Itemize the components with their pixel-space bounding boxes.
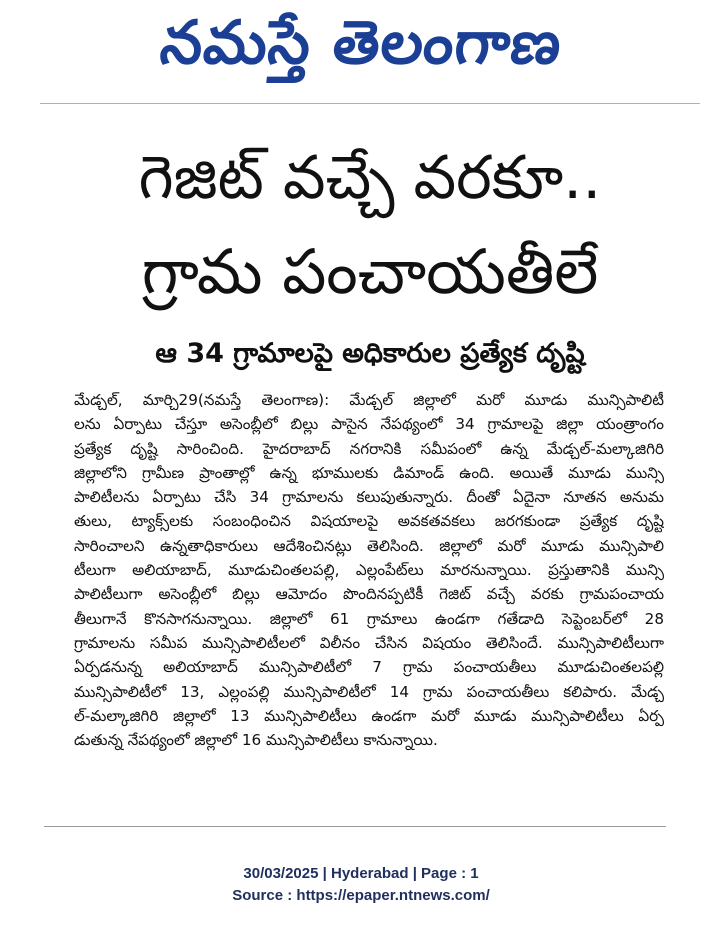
body-line: లను ఏర్పాటు చేస్తూ అసెంబ్లీలో బిల్లు పాసైన నేపథ్యంలో 34 గ్రామాలపై జిల్లా యంత్రాంగం	[74, 415, 664, 434]
body-line: మేడ్చల్, మార్చి29(నమస్తే తెలంగాణ): మేడ్చల్ జిల్లాలో మరో మూడు మున్సిపాలిటీ	[74, 391, 664, 409]
body-line: గ్రామాలను సమీప మున్సిపాలిటీలలో విలీనం చేసిన విషయం తెలిసిందే. మున్సిపాలిటీలుగా	[74, 633, 664, 652]
newspaper-logo: నమస్తే తెలంగాణ	[157, 8, 566, 78]
masthead-divider	[40, 103, 700, 104]
edition-info: 30/03/2025 | Hyderabad | Page : 1	[243, 865, 479, 882]
body-line: తీలుగానే కొనసాగనున్నాయి. జిల్లాలో 61 గ్రామాలు ఉండగా గతేడాది సెప్టెంబర్‌లో 28	[74, 609, 664, 628]
article-subheadline: ఆ 34 గ్రామాలపై అధికారుల ప్రత్యేక దృష్టి	[155, 338, 585, 369]
headline-line-1: గెజిట్ వచ్చే వరకూ..	[138, 143, 602, 213]
body-line: పాలిటీలుగా అసెంబ్లీలో బిల్లు ఆమోదం పొందినప్పటికీ గెజిట్ వచ్చే వరకు గ్రామపంచాయ	[74, 585, 664, 604]
masthead	[0, 0, 722, 100]
page-footer	[0, 863, 722, 907]
body-line: సారించాలని ఉన్నతాధికారులు ఆదేశించినట్లు తెలిసింది. జిల్లాలో మరో మూడు మున్సిపాలి	[74, 536, 664, 555]
source-link[interactable]: Source : https://epaper.ntnews.com/	[232, 887, 490, 904]
body-line: టీలుగా అలియాబాద్, మూడుచింతలపల్లి, ఎల్లంపేట్‌లు మారనున్నాయి. ప్రస్తుతానికి మున్సి	[74, 561, 664, 580]
body-line: ల్-మల్కాజిగిరి జిల్లాలో 13 మున్సిపాలిటీలు ఉండగా మరో మూడు మున్సిపాలిటీలు ఏర్ప	[74, 706, 664, 725]
body-line: ప్రత్యేక దృష్టి సారించింది. హైదరాబాద్ నగరానికి సమీపంలో ఉన్న మేడ్చల్-మల్కాజిగిరి	[74, 439, 664, 458]
body-line: జిల్లాలోని గ్రామీణ ప్రాంతాల్లో ఉన్న భూములకు డిమాండ్ ఉంది. అయితే మూడు మున్సి	[74, 463, 664, 482]
headline-line-2: గ్రామ పంచాయతీలే	[141, 235, 599, 308]
body-line: పాలిటీలను ఏర్పాటు చేసి 34 గ్రామాలను కలుపుతున్నారు. దీంతో ఏదైనా నూతన అనుమ	[74, 488, 664, 507]
article-headline	[40, 128, 700, 322]
body-line: మున్సిపాలిటీలో 13, ఎల్లంపల్లి మున్సిపాలిటీలో 14 గ్రామ పంచాయతీలు కలిపారు. మేడ్చ	[74, 682, 664, 701]
body-line-last: డుతున్న నేపథ్యంలో జిల్లాలో 16 మున్సిపాలిటీలు కానున్నాయి.	[74, 731, 438, 750]
body-line: ఏర్పడనున్న అలియాబాద్ మున్సిపాలిటీలో 7 గ్రామ పంచాయతీలు మూడుచింతలపల్లి	[74, 658, 664, 677]
article-end-divider	[44, 826, 666, 827]
article-body	[74, 388, 664, 752]
body-line: తులు, ట్యాక్స్‌లకు సంబంధించిన విషయాలపై అవకతవకలు జరగకుండా ప్రత్యేక దృష్టి	[74, 512, 664, 531]
